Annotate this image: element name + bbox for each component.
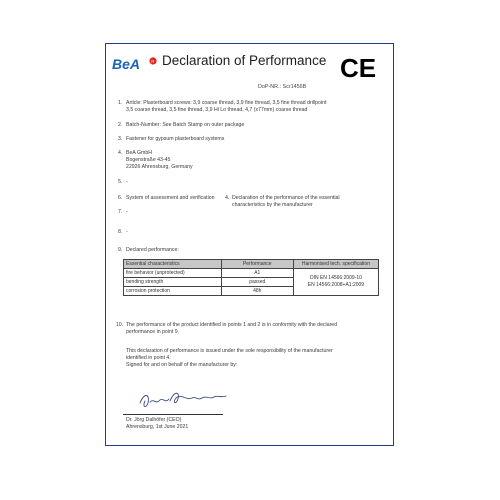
item-8-value: - <box>126 229 128 235</box>
performance-table <box>123 259 379 296</box>
logo-text: BeA <box>112 56 141 72</box>
signature-line <box>123 414 223 415</box>
article-line-2: 3,5 coarse thread, 3,5 fine thread, 3,9 Hi Lo thread, 4,7 (x77mm) coarse thread <box>126 107 308 113</box>
signatory-name: Dr. Jörg Dalhöfer (CEO) <box>126 417 182 423</box>
conformity-line-1: The performance of the product identified in points 1 and 2 is in conformity with the declared <box>126 322 338 328</box>
document-title: Declaration of Performance <box>162 53 327 68</box>
harmonised-spec-cell <box>293 269 378 296</box>
item-number-4: 4. <box>118 150 123 156</box>
item-7-value: - <box>126 209 128 215</box>
spec-line-2: EN 14566:2008+A1:2009 <box>307 282 365 288</box>
performance-cell: A1 <box>221 269 293 278</box>
batch-number: Batch-Number: See Batch Stamp on outer package <box>126 122 245 128</box>
item-number-8: 8. <box>118 229 123 235</box>
declared-performance-label: Declared performance: <box>126 247 179 253</box>
header-harmonised-spec: Harmonised tech. specification <box>293 260 378 269</box>
handwritten-signature <box>136 389 231 413</box>
assessment-system-label: System of assessment and verification <box>126 195 215 201</box>
svg-text:R: R <box>151 59 155 64</box>
item-5-value: - <box>126 179 128 185</box>
article-line-1: Article: Plasterboard screws: 3,9 coarse thread, 3,9 fine thread, 3,5 fine thread drillpoint <box>126 100 327 106</box>
table-row <box>124 269 379 278</box>
svg-text:CE: CE <box>340 54 377 80</box>
performance-cell: passed <box>221 278 293 287</box>
conformity-line-2: performance in point 9. <box>126 329 180 335</box>
header-performance: Performance <box>221 260 293 269</box>
responsibility-line-1: This declaration of performance is issued under the sole responsibility of the manufacturer <box>126 348 333 354</box>
place-and-date: Ahrensburg, 1st June 2021 <box>126 424 189 430</box>
performance-cell: 48h <box>221 287 293 296</box>
bea-logo <box>112 56 160 72</box>
header-essential-characteristics: Essential characteristics <box>124 260 222 269</box>
item-number-7: 7. <box>118 209 123 215</box>
item-number-9: 9. <box>118 247 123 253</box>
item-number-3: 3. <box>118 136 123 142</box>
item-number-5: 5. <box>118 179 123 185</box>
responsibility-line-2: identified in point 4. <box>126 355 171 361</box>
declaration-document <box>105 43 394 446</box>
ce-mark-icon <box>340 54 380 80</box>
signed-on-behalf: Signed for and on behalf of the manufacturer by: <box>126 362 238 368</box>
item-number-2: 2. <box>118 122 123 128</box>
dop-number: DoP-NR.: Scr1456B <box>258 84 307 90</box>
characteristic-cell: bending strength <box>124 278 222 287</box>
item-number-10: 10. <box>116 322 124 328</box>
manufacturer-city: 22926 Ahrensburg, Germany <box>126 164 193 170</box>
spec-line-1: DIN EN 14566:2009-10 <box>309 275 362 281</box>
manufacturer-street: Bogenstraße 43-45 <box>126 157 171 163</box>
assessment-system-line-2: characteristics by the manufacturer <box>232 202 313 208</box>
characteristic-cell: fire behavior (unprotected) <box>124 269 222 278</box>
manufacturer-name: BeA GmbH <box>126 150 152 156</box>
item-number-1: 1. <box>118 100 123 106</box>
assessment-system-number: 4. <box>225 195 230 201</box>
item-number-6: 6. <box>118 195 123 201</box>
intended-use: Fastener for gypsum plasterboard systems <box>126 136 225 142</box>
assessment-system-line-1: Declaration of the performance of the essential <box>232 195 340 201</box>
characteristic-cell: corrosion protection <box>124 287 222 296</box>
